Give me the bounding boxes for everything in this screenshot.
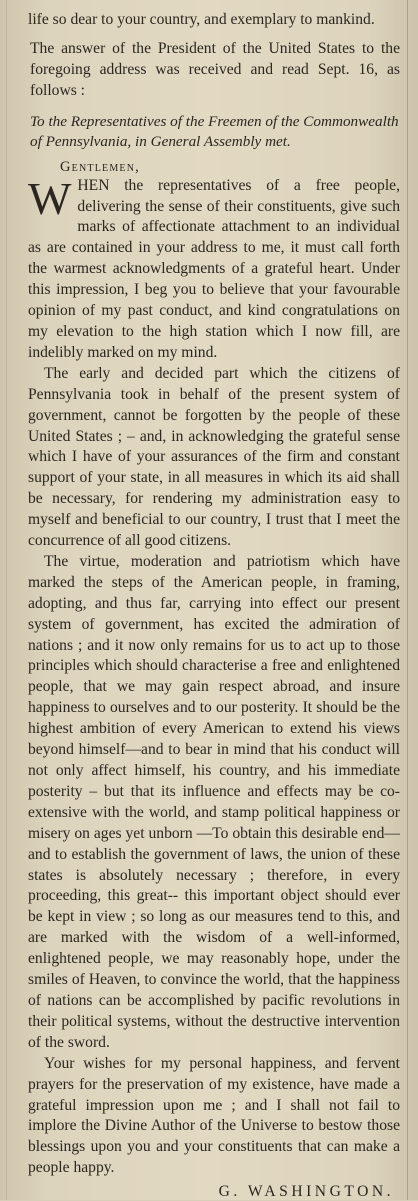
- paragraph-2: The early and decided part which the citizens of Pennsylvania took in behalf of the present system of government, cannot be forgotten by the people of these United States ; – and, in acknowledging the grateful sense which I have of your assurances of the firm and constant support of your state, in all measures in which its aid shall be necessary, for rendering my administration easy to myself and beneficial to our country, I trust that I meet the concurrence of all good citizens.: [28, 364, 400, 550]
- paragraph-1-text: HEN the representatives of a free people, delivering the sense of their constituents, give such marks of affectionate attachment to an individual as are contained in your address to me, it must call forth the warmest acknowledgments of a grateful heart. Under this impression, I beg you to believe that your favourable opinion of my past conduct, and kind congratulations on my elevation to the high station which I now fill, are indelibly marked on my mind.: [28, 176, 400, 361]
- left-column-rule: [6, 0, 7, 1200]
- opening-line: life so dear to your country, and exemplary to mankind.: [28, 11, 375, 28]
- drop-cap: W: [28, 172, 72, 224]
- salutation: Gentlemen,: [60, 158, 140, 175]
- signature: G. WASHINGTON.: [218, 1183, 394, 1201]
- right-column-rule: [407, 0, 408, 1200]
- address-heading: To the Representatives of the Freemen of the Commonwealth of Pennsylvania, in General Assembly met.: [30, 112, 399, 151]
- paragraph-3: The virtue, moderation and patriotism which have marked the steps of the American people, in framing, adopting, and thus far, carrying into effect our present system of government, has excited the admiration of nations ; and it now only remains for us to act up to those principles which should characterise a free and enlightened people, that we may gain respect abroad, and insure happiness to ourselves and to our posterity. It should be the highest ambition of every American to extend his views beyond himself—and to bear in mind that his conduct will not only affect himself, his country, and his immediate posterity – but that its influence and effects may be co-extensive with the world, and stamp political happiness or misery on ages yet unborn —To obtain this desirable end—and to establish the government of laws, the union of these states is absolutely necessary ; therefore, in every proceeding, this great-- this important object should ever be kept in view ; so long as our measures tend to this, and are marked with the wisdom of a well-informed, enlightened people, we may reasonably hope, under the smiles of Heaven, to convince the world, that the happiness of nations can be accomplished by pacific revolutions in their political systems, without the destructive intervention of the sword.: [28, 552, 400, 1051]
- notice-paragraph: The answer of the President of the United States to the foregoing address was received and read Sept. 16, as follows :: [30, 39, 400, 99]
- paragraph-1: [28, 172, 400, 364]
- paragraph-4: Your wishes for my personal happiness, and fervent prayers for the preservation of my existence, have made a grateful impression upon me ; and I shall not fail to implore the Divine Author of the Universe to bestow those blessings upon you and your constituents that can make a people happy.: [28, 1054, 400, 1177]
